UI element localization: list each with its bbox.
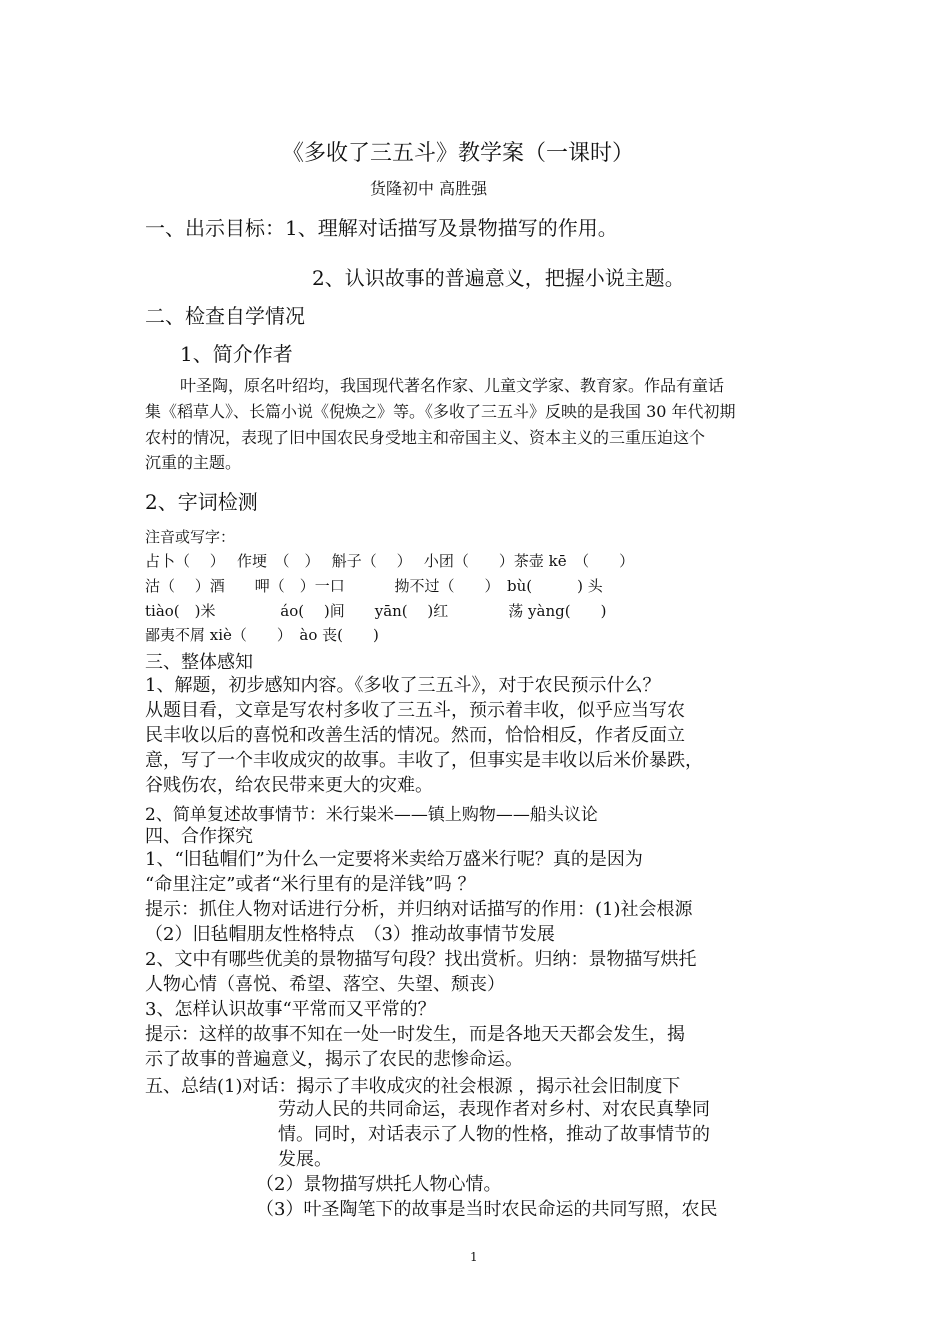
author-para-line: 集《稻草人》、长篇小说《倪焕之》等。《多收了三五斗》反映的是我国 30 年代初期: [145, 402, 736, 421]
vocab-line: 占卜（ ） 作埂 （ ） 斛子（ ） 小团（ ）茶壶 kē （ ）: [145, 552, 635, 570]
text-line: 示了故事的普遍意义，揭示了农民的悲惨命运。: [145, 1049, 523, 1070]
text-line: 2、文中有哪些优美的景物描写句段？找出赏析。归纳：景物描写烘托: [145, 949, 697, 970]
vocab-intro: 注音或写字：: [145, 528, 236, 546]
vocab-line: 鄙夷不屑 xiè（ ） ào 丧( ): [145, 626, 379, 644]
inquiry-block: [145, 847, 696, 1072]
summary-item-2: （2）景物描写烘托人物心情。: [256, 1174, 502, 1195]
text-line: 意，写了一个丰收成灾的故事。丰收了，但事实是丰收以后米价暴跌，: [145, 750, 703, 771]
section-heading-3: 三、整体感知: [145, 652, 253, 673]
text-line: 情。同时，对话表示了人物的性格，推动了故事情节的: [278, 1124, 710, 1145]
page-number: 1: [470, 1250, 478, 1264]
subheading-vocab: 2、字词检测: [145, 490, 258, 514]
author-para-line: 叶圣陶，原名叶绍均，我国现代著名作家、儿童文学家、教育家。作品有童话: [180, 376, 725, 395]
text-line: “命里注定”或者“米行里有的是洋钱”吗 ？: [145, 874, 476, 895]
text-line: 3、怎样认识故事“平常而又平常的？: [145, 999, 436, 1020]
text-line: 提示：这样的故事不知在一处一时发生，而是各地天天都会发生，揭: [145, 1024, 685, 1045]
document-title: 《多收了三五斗》教学案（一课时）: [282, 141, 635, 166]
summary-line-1: 五、总结(1)对话：揭示了丰收成灾的社会根源 ，揭示社会旧制度下: [145, 1076, 681, 1097]
plot-summary: 2、简单复述故事情节：米行粜米——镇上购物——船头议论: [145, 805, 598, 825]
objective-line-1: 一、出示目标：1、理解对话描写及景物描写的作用。: [145, 216, 618, 240]
perception-paragraph: [145, 673, 703, 798]
section-heading-2: 二、检查自学情况: [145, 304, 305, 328]
text-line: 人物心情（喜悦、希望、落空、失望、颓丧）: [145, 974, 505, 995]
text-line: 1、“旧毡帽们”为什么一定要将米卖给万盛米行呢？真的是因为: [145, 849, 643, 870]
text-line: （2）旧毡帽朋友性格特点 （3）推动故事情节发展: [145, 924, 555, 945]
text-line: 民丰收以后的喜悦和改善生活的情况。然而，恰恰相反，作者反面立: [145, 725, 685, 746]
text-line: 提示：抓住人物对话进行分析，并归纳对话描写的作用：(1)社会根源: [145, 899, 693, 920]
summary-indent-block: [278, 1097, 710, 1172]
text-line: 谷贱伤农，给农民带来更大的灾难。: [145, 775, 433, 796]
text-line: 从题目看，文章是写农村多收了三五斗，预示着丰收，似乎应当写农: [145, 700, 685, 721]
author-line: 货隆初中 高胜强: [370, 179, 488, 198]
author-para-line: 沉重的主题。: [145, 453, 242, 472]
section-heading-4: 四、合作探究: [145, 826, 253, 847]
text-line: 1、解题，初步感知内容。《多收了三五斗》，对于农民预示什么？: [145, 675, 661, 696]
objective-line-2: 2、认识故事的普遍意义，把握小说主题。: [312, 266, 685, 290]
summary-item-3: （3）叶圣陶笔下的故事是当时农民命运的共同写照，农民: [256, 1199, 718, 1220]
text-line: 发展。: [278, 1149, 332, 1170]
text-line: 劳动人民的共同命运，表现作者对乡村、对农民真挚同: [278, 1099, 710, 1120]
vocab-line: 沽（ ）酒 呷（ ）一口 拗不过（ ） bù( ) 头: [145, 577, 603, 595]
subheading-author-intro: 1、简介作者: [180, 342, 293, 366]
author-para-line: 农村的情况，表现了旧中国农民身受地主和帝国主义、资本主义的三重压迫这个: [145, 428, 706, 447]
vocab-line: tiào( )米 áo( )间 yān( )红 荡 yàng( ): [145, 602, 607, 620]
